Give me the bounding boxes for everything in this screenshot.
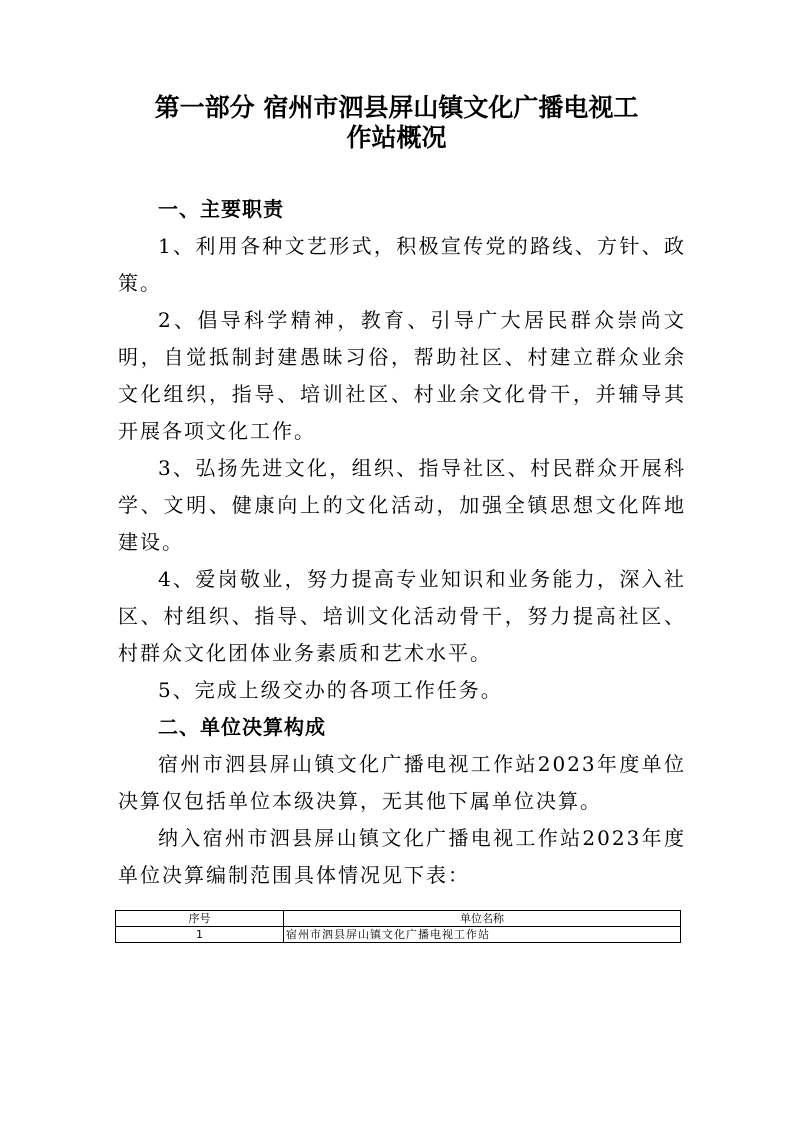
duty-item-4: 4、爱岗敬业，努力提高专业知识和业务能力，深入社区、村组织、指导、培训文化活动骨干，努力提高社区、村群众文化团体业务素质和艺术水平。: [118, 567, 686, 665]
table-header-unit-name: 单位名称: [284, 911, 681, 927]
table-header-row: [116, 911, 681, 927]
document-body: [118, 191, 686, 894]
section-heading-composition: 二、单位决算构成: [158, 715, 326, 739]
duty-item-5: 5、完成上级交办的各项工作任务。: [158, 678, 503, 702]
title-line-2: 作站概况: [346, 123, 447, 152]
table-header-index: 序号: [116, 911, 284, 927]
duty-item-1: 1、利用各种文艺形式，积极宣传党的路线、方针、政策。: [118, 234, 686, 295]
duty-item-2: 2、倡导科学精神，教育、引导广大居民群众崇尚文明，自觉抵制封建愚昧习俗，帮助社区、村建立群众业余文化组织，指导、培训社区、村业余文化骨干，并辅导其开展各项文化工作。: [118, 308, 686, 443]
composition-paragraph-2: 纳入宿州市泗县屏山镇文化广播电视工作站2023年度单位决算编制范围具体情况见下表：: [118, 826, 686, 887]
table-cell-index: 1: [116, 927, 284, 943]
table-cell-unit-name: 宿州市泗县屏山镇文化广播电视工作站: [284, 927, 681, 943]
composition-paragraph-1: 宿州市泗县屏山镇文化广播电视工作站2023年度单位决算仅包括单位本级决算，无其他下属单位决算。: [118, 752, 686, 813]
page-title: [100, 93, 693, 153]
section-heading-duties: 一、主要职责: [158, 197, 284, 221]
title-line-1: 第一部分 宿州市泗县屏山镇文化广播电视工: [154, 93, 639, 122]
duty-item-3: 3、弘扬先进文化，组织、指导社区、村民群众开展科学、文明、健康向上的文化活动，加强全镇思想文化阵地建设。: [118, 456, 686, 554]
table-row: [116, 927, 681, 943]
unit-table: [115, 910, 681, 943]
